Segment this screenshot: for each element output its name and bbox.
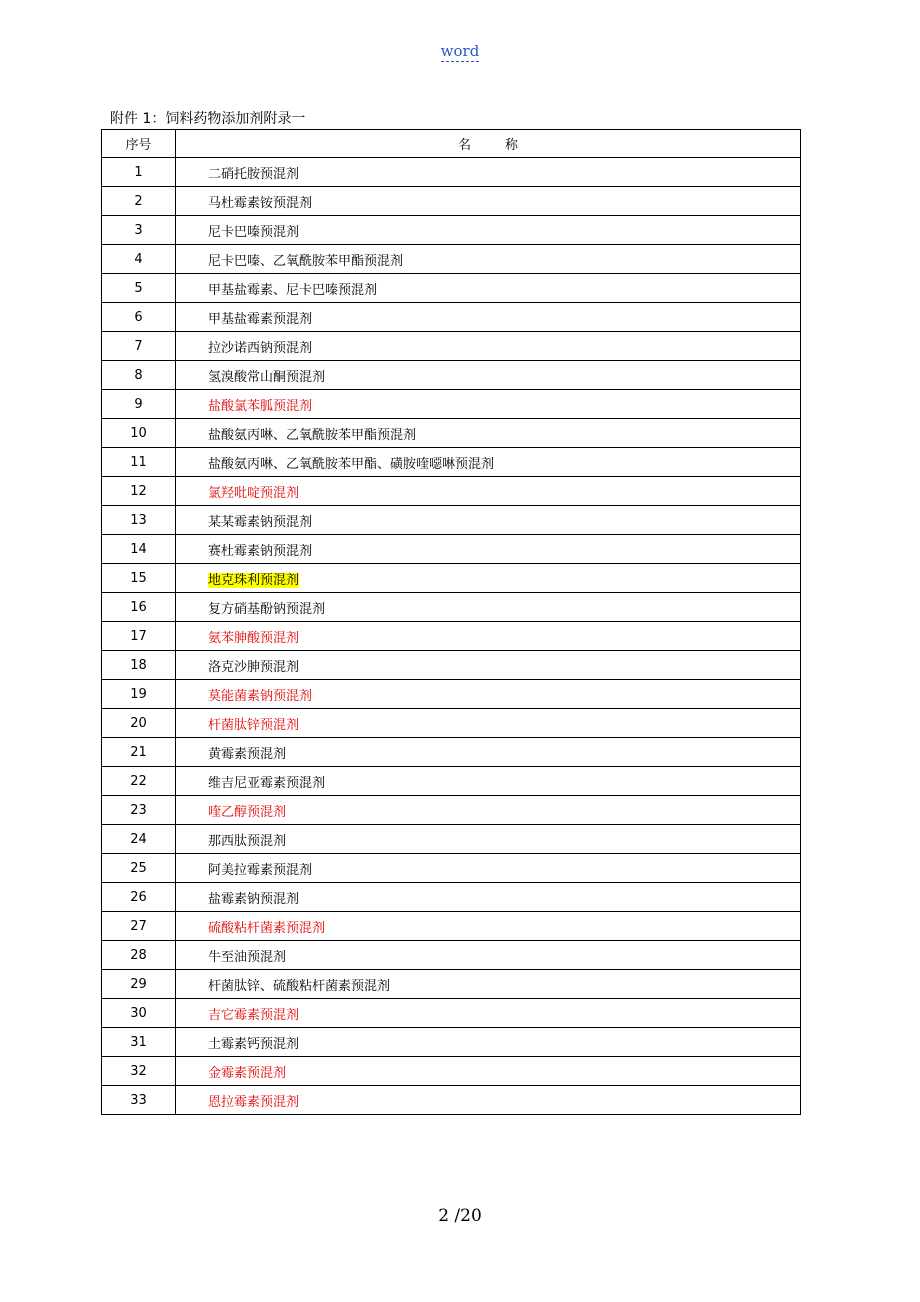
- row-drug-name: 复方硝基酚钠预混剂: [208, 601, 326, 617]
- table-row: [102, 970, 801, 999]
- row-drug-name: 拉沙诺西钠预混剂: [208, 340, 313, 356]
- table-row: [102, 651, 801, 680]
- row-serial-number: 1: [102, 158, 176, 187]
- row-serial-number: 3: [102, 216, 176, 245]
- row-drug-name-cell: [176, 303, 801, 332]
- table-row: [102, 564, 801, 593]
- column-header-name-part-b: 称: [505, 138, 519, 153]
- table-row: [102, 216, 801, 245]
- row-drug-name: 尼卡巴嗪、乙氧酰胺苯甲酯预混剂: [208, 253, 404, 269]
- row-drug-name-cell: [176, 999, 801, 1028]
- row-serial-number: 31: [102, 1028, 176, 1057]
- row-serial-number: 23: [102, 796, 176, 825]
- row-drug-name: 赛杜霉素钠预混剂: [208, 543, 313, 559]
- row-drug-name: 某某霉素钠预混剂: [208, 514, 313, 530]
- table-row: [102, 274, 801, 303]
- row-drug-name: 土霉素钙预混剂: [208, 1036, 300, 1052]
- row-drug-name-cell: [176, 941, 801, 970]
- row-drug-name: 二硝托胺预混剂: [208, 166, 300, 182]
- row-serial-number: 28: [102, 941, 176, 970]
- row-drug-name-cell: [176, 883, 801, 912]
- table-row: [102, 245, 801, 274]
- row-drug-name-cell: [176, 1028, 801, 1057]
- row-serial-number: 4: [102, 245, 176, 274]
- row-serial-number: 8: [102, 361, 176, 390]
- row-serial-number: 18: [102, 651, 176, 680]
- page-current: 2: [438, 1206, 450, 1226]
- row-serial-number: 9: [102, 390, 176, 419]
- header-word-link[interactable]: [0, 42, 920, 60]
- row-serial-number: 26: [102, 883, 176, 912]
- table-row: [102, 883, 801, 912]
- row-drug-name-cell: [176, 738, 801, 767]
- row-drug-name: 硫酸粘杆菌素预混剂: [208, 920, 326, 936]
- page-separator: /: [454, 1206, 461, 1226]
- row-drug-name: 甲基盐霉素、尼卡巴嗪预混剂: [208, 282, 378, 298]
- page-total: 20: [460, 1206, 482, 1226]
- row-drug-name: 吉它霉素预混剂: [208, 1007, 300, 1023]
- row-serial-number: 5: [102, 274, 176, 303]
- row-serial-number: 7: [102, 332, 176, 361]
- row-drug-name: 杆菌肽锌、硫酸粘杆菌素预混剂: [208, 978, 391, 994]
- column-header-name-part-a: 名: [457, 138, 471, 153]
- row-drug-name-cell: [176, 651, 801, 680]
- row-drug-name: 盐霉素钠预混剂: [208, 891, 300, 907]
- row-drug-name: 喹乙醇预混剂: [208, 804, 287, 820]
- table-row: [102, 448, 801, 477]
- row-drug-name: 那西肽预混剂: [208, 833, 287, 849]
- table-row: [102, 419, 801, 448]
- table-body: [102, 158, 801, 1115]
- row-drug-name-cell: [176, 390, 801, 419]
- row-drug-name-cell: [176, 622, 801, 651]
- row-drug-name: 牛至油预混剂: [208, 949, 287, 965]
- row-serial-number: 19: [102, 680, 176, 709]
- row-drug-name-cell: [176, 448, 801, 477]
- row-drug-name-cell: [176, 158, 801, 187]
- table-row: [102, 680, 801, 709]
- row-drug-name: 盐酸氯苯胍预混剂: [208, 398, 313, 414]
- row-drug-name: 甲基盐霉素预混剂: [208, 311, 313, 327]
- row-serial-number: 12: [102, 477, 176, 506]
- row-serial-number: 24: [102, 825, 176, 854]
- table-row: [102, 390, 801, 419]
- row-serial-number: 10: [102, 419, 176, 448]
- row-drug-name: 黄霉素预混剂: [208, 746, 287, 762]
- row-serial-number: 32: [102, 1057, 176, 1086]
- row-drug-name-cell: [176, 912, 801, 941]
- table-row: [102, 158, 801, 187]
- table-row: [102, 506, 801, 535]
- row-drug-name-cell: [176, 419, 801, 448]
- header-link-text[interactable]: word: [440, 42, 480, 60]
- row-drug-name: 恩拉霉素预混剂: [208, 1094, 300, 1110]
- row-drug-name: 维吉尼亚霉素预混剂: [208, 775, 326, 791]
- row-drug-name-cell: [176, 825, 801, 854]
- row-drug-name-cell: [176, 245, 801, 274]
- row-drug-name: 杆菌肽锌预混剂: [208, 717, 300, 733]
- row-serial-number: 30: [102, 999, 176, 1028]
- table-row: [102, 825, 801, 854]
- row-serial-number: 33: [102, 1086, 176, 1115]
- row-drug-name: 氢溴酸常山酮预混剂: [208, 369, 326, 385]
- row-serial-number: 13: [102, 506, 176, 535]
- row-drug-name: 洛克沙胂预混剂: [208, 659, 300, 675]
- row-drug-name: 地克珠利预混剂: [208, 572, 300, 588]
- row-serial-number: 2: [102, 187, 176, 216]
- row-drug-name-cell: [176, 274, 801, 303]
- table-row: [102, 796, 801, 825]
- table-row: [102, 361, 801, 390]
- table-row: [102, 1028, 801, 1057]
- table-row: [102, 593, 801, 622]
- row-drug-name-cell: [176, 767, 801, 796]
- row-drug-name-cell: [176, 477, 801, 506]
- row-drug-name-cell: [176, 1086, 801, 1115]
- attachment-caption: 附件 1：饲料药物添加剂附录一: [110, 111, 306, 127]
- table-row: [102, 187, 801, 216]
- row-serial-number: 20: [102, 709, 176, 738]
- row-drug-name: 氯羟吡啶预混剂: [208, 485, 300, 501]
- row-drug-name-cell: [176, 535, 801, 564]
- table-row: [102, 767, 801, 796]
- row-drug-name: 盐酸氨丙啉、乙氧酰胺苯甲酯预混剂: [208, 427, 417, 443]
- row-serial-number: 27: [102, 912, 176, 941]
- table-header-row: [102, 130, 801, 158]
- row-drug-name: 氨苯胂酸预混剂: [208, 630, 300, 646]
- row-serial-number: 11: [102, 448, 176, 477]
- table-row: [102, 912, 801, 941]
- row-drug-name-cell: [176, 796, 801, 825]
- row-drug-name-cell: [176, 506, 801, 535]
- row-drug-name: 莫能菌素钠预混剂: [208, 688, 313, 704]
- row-drug-name-cell: [176, 970, 801, 999]
- row-drug-name-cell: [176, 187, 801, 216]
- row-serial-number: 29: [102, 970, 176, 999]
- table-row: [102, 854, 801, 883]
- table-row: [102, 999, 801, 1028]
- row-serial-number: 14: [102, 535, 176, 564]
- row-serial-number: 15: [102, 564, 176, 593]
- row-drug-name: 阿美拉霉素预混剂: [208, 862, 313, 878]
- row-serial-number: 17: [102, 622, 176, 651]
- table-row: [102, 709, 801, 738]
- row-drug-name-cell: [176, 564, 801, 593]
- page-number: [0, 1206, 920, 1226]
- table-row: [102, 1057, 801, 1086]
- table-row: [102, 738, 801, 767]
- row-drug-name: 马杜霉素铵预混剂: [208, 195, 313, 211]
- row-drug-name: 金霉素预混剂: [208, 1065, 287, 1081]
- row-drug-name-cell: [176, 216, 801, 245]
- table-row: [102, 535, 801, 564]
- row-serial-number: 25: [102, 854, 176, 883]
- row-drug-name: 盐酸氨丙啉、乙氧酰胺苯甲酯、磺胺喹噁啉预混剂: [208, 456, 495, 472]
- row-drug-name-cell: [176, 332, 801, 361]
- row-serial-number: 21: [102, 738, 176, 767]
- row-drug-name-cell: [176, 709, 801, 738]
- row-serial-number: 6: [102, 303, 176, 332]
- feed-additive-table: [101, 129, 801, 1115]
- table-row: [102, 941, 801, 970]
- table-row: [102, 1086, 801, 1115]
- table-row: [102, 622, 801, 651]
- table-row: [102, 332, 801, 361]
- row-drug-name-cell: [176, 593, 801, 622]
- row-drug-name-cell: [176, 854, 801, 883]
- row-drug-name-cell: [176, 1057, 801, 1086]
- table-row: [102, 477, 801, 506]
- row-serial-number: 22: [102, 767, 176, 796]
- column-header-name: [176, 130, 801, 158]
- row-drug-name: 尼卡巴嗪预混剂: [208, 224, 300, 240]
- table-row: [102, 303, 801, 332]
- row-serial-number: 16: [102, 593, 176, 622]
- row-drug-name-cell: [176, 680, 801, 709]
- row-drug-name-cell: [176, 361, 801, 390]
- column-header-serial: 序号: [102, 130, 176, 158]
